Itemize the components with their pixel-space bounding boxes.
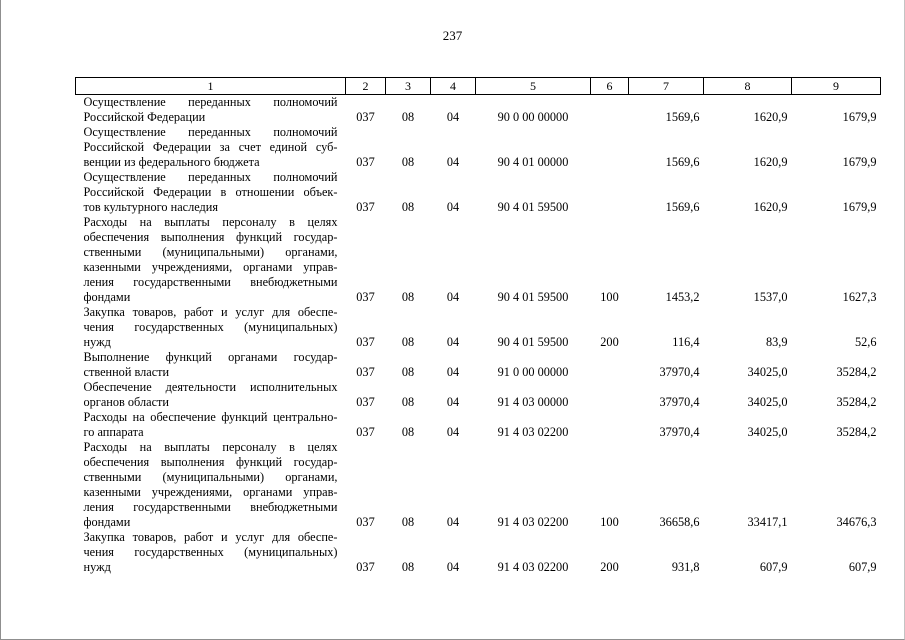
header-col-6: 6 bbox=[591, 78, 629, 95]
section-code-cell: 08 bbox=[401, 365, 415, 379]
amount-year1-cell: 37970,4 bbox=[659, 425, 700, 439]
row-name-cell: Осуществление переданных полномочий Российской Федерации в отношении объек- тов культурного наследия bbox=[83, 170, 338, 214]
expense-type-code-cell bbox=[591, 380, 629, 410]
subsection-code-cell: 04 bbox=[446, 560, 460, 574]
amount-year2-cell: 34025,0 bbox=[747, 365, 788, 379]
section-code-cell: 08 bbox=[401, 515, 415, 529]
section-code-cell: 08 bbox=[401, 155, 415, 169]
grbs-code-cell: 037 bbox=[356, 560, 375, 574]
amount-year2-cell: 1620,9 bbox=[753, 110, 788, 124]
page-number: 237 bbox=[442, 28, 463, 43]
amount-year3-cell: 1679,9 bbox=[842, 110, 877, 124]
subsection-code-cell: 04 bbox=[446, 155, 460, 169]
amount-year3-cell: 607,9 bbox=[848, 560, 877, 574]
expense-type-code-cell bbox=[591, 125, 629, 170]
amount-year2-cell: 1537,0 bbox=[753, 290, 788, 304]
amount-year3-cell: 35284,2 bbox=[836, 395, 877, 409]
row-name-cell: Осуществление переданных полномочий Российской Федерации за счет единой суб- венции из федерального бюджета bbox=[83, 125, 338, 169]
row-name-cell: Расходы на обеспечение функций центрально- го аппарата bbox=[83, 410, 338, 439]
grbs-code-cell: 037 bbox=[356, 335, 375, 349]
amount-year2-cell: 1620,9 bbox=[753, 200, 788, 214]
target-item-code-cell: 91 0 00 00000 bbox=[497, 365, 569, 379]
grbs-code-cell: 037 bbox=[356, 425, 375, 439]
expense-type-code-cell bbox=[591, 350, 629, 380]
amount-year3-cell: 1679,9 bbox=[842, 200, 877, 214]
amount-year2-cell: 34025,0 bbox=[747, 425, 788, 439]
expense-type-code-cell: 200 bbox=[600, 335, 619, 349]
header-col-9: 9 bbox=[792, 78, 881, 95]
target-item-code-cell: 91 4 03 02200 bbox=[497, 515, 569, 529]
amount-year3-cell: 35284,2 bbox=[836, 425, 877, 439]
table-row bbox=[76, 530, 881, 575]
subsection-code-cell: 04 bbox=[446, 365, 460, 379]
subsection-code-cell: 04 bbox=[446, 395, 460, 409]
row-name-cell: Закупка товаров, работ и услуг для обеспе- чения государственных (муниципальных) нужд bbox=[83, 530, 338, 574]
section-code-cell: 08 bbox=[401, 110, 415, 124]
subsection-code-cell: 04 bbox=[446, 515, 460, 529]
target-item-code-cell: 91 4 03 00000 bbox=[497, 395, 569, 409]
amount-year1-cell: 1569,6 bbox=[665, 155, 700, 169]
subsection-code-cell: 04 bbox=[446, 110, 460, 124]
amount-year1-cell: 931,8 bbox=[671, 560, 700, 574]
section-code-cell: 08 bbox=[401, 425, 415, 439]
subsection-code-cell: 04 bbox=[446, 425, 460, 439]
table-row bbox=[76, 380, 881, 410]
table-row bbox=[76, 95, 881, 126]
table-row bbox=[76, 305, 881, 350]
header-col-4: 4 bbox=[431, 78, 476, 95]
grbs-code-cell: 037 bbox=[356, 155, 375, 169]
expense-type-code-cell bbox=[591, 170, 629, 215]
subsection-code-cell: 04 bbox=[446, 200, 460, 214]
table-row bbox=[76, 350, 881, 380]
row-name-cell: Закупка товаров, работ и услуг для обеспе- чения государственных (муниципальных) нужд bbox=[83, 305, 338, 349]
row-name-cell: Обеспечение деятельности исполнительных органов области bbox=[83, 380, 338, 409]
expense-type-code-cell: 100 bbox=[600, 515, 619, 529]
subsection-code-cell: 04 bbox=[446, 290, 460, 304]
section-code-cell: 08 bbox=[401, 290, 415, 304]
amount-year3-cell: 34676,3 bbox=[836, 515, 877, 529]
header-col-2: 2 bbox=[346, 78, 386, 95]
target-item-code-cell: 90 4 01 59500 bbox=[497, 200, 569, 214]
subsection-code-cell: 04 bbox=[446, 335, 460, 349]
amount-year3-cell: 35284,2 bbox=[836, 365, 877, 379]
amount-year3-cell: 1627,3 bbox=[842, 290, 877, 304]
table-header-row bbox=[76, 78, 881, 95]
expense-type-code-cell bbox=[591, 410, 629, 440]
grbs-code-cell: 037 bbox=[356, 365, 375, 379]
expense-type-code-cell bbox=[591, 95, 629, 126]
amount-year3-cell: 52,6 bbox=[854, 335, 877, 349]
grbs-code-cell: 037 bbox=[356, 515, 375, 529]
grbs-code-cell: 037 bbox=[356, 290, 375, 304]
target-item-code-cell: 91 4 03 02200 bbox=[497, 560, 569, 574]
target-item-code-cell: 90 0 00 00000 bbox=[497, 110, 569, 124]
amount-year1-cell: 1569,6 bbox=[665, 110, 700, 124]
header-col-8: 8 bbox=[704, 78, 792, 95]
expense-type-code-cell: 100 bbox=[600, 290, 619, 304]
table-row bbox=[76, 125, 881, 170]
table-row bbox=[76, 410, 881, 440]
row-name-cell: Осуществление переданных полномочий Российской Федерации bbox=[83, 95, 338, 124]
row-name-cell: Выполнение функций органами государ- ственной власти bbox=[83, 350, 338, 379]
target-item-code-cell: 90 4 01 59500 bbox=[497, 290, 569, 304]
row-name-cell: Расходы на выплаты персоналу в целях обеспечения выполнения функций государ- ственными (муниципальными) органами, казенными учреждениями, органами управ- ления государственными внебюджетными фондами bbox=[83, 440, 338, 529]
target-item-code-cell: 91 4 03 02200 bbox=[497, 425, 569, 439]
amount-year1-cell: 1569,6 bbox=[665, 200, 700, 214]
target-item-code-cell: 90 4 01 00000 bbox=[497, 155, 569, 169]
amount-year2-cell: 1620,9 bbox=[753, 155, 788, 169]
target-item-code-cell: 90 4 01 59500 bbox=[497, 335, 569, 349]
section-code-cell: 08 bbox=[401, 560, 415, 574]
section-code-cell: 08 bbox=[401, 395, 415, 409]
amount-year1-cell: 37970,4 bbox=[659, 395, 700, 409]
expense-type-code-cell: 200 bbox=[600, 560, 619, 574]
amount-year1-cell: 1453,2 bbox=[665, 290, 700, 304]
table-row bbox=[76, 215, 881, 305]
grbs-code-cell: 037 bbox=[356, 395, 375, 409]
table-row bbox=[76, 170, 881, 215]
section-code-cell: 08 bbox=[401, 200, 415, 214]
header-col-3: 3 bbox=[386, 78, 431, 95]
amount-year2-cell: 607,9 bbox=[759, 560, 788, 574]
grbs-code-cell: 037 bbox=[356, 200, 375, 214]
header-col-1: 1 bbox=[76, 78, 346, 95]
amount-year2-cell: 83,9 bbox=[765, 335, 788, 349]
amount-year3-cell: 1679,9 bbox=[842, 155, 877, 169]
amount-year2-cell: 33417,1 bbox=[747, 515, 788, 529]
row-name-cell: Расходы на выплаты персоналу в целях обеспечения выполнения функций государ- ственными (муниципальными) органами, казенными учреждениями, органами управ- ления государственными внебюджетными фондами bbox=[83, 215, 338, 304]
header-col-7: 7 bbox=[629, 78, 704, 95]
budget-table bbox=[75, 77, 881, 575]
header-col-5: 5 bbox=[476, 78, 591, 95]
table-row bbox=[76, 440, 881, 530]
grbs-code-cell: 037 bbox=[356, 110, 375, 124]
section-code-cell: 08 bbox=[401, 335, 415, 349]
amount-year2-cell: 34025,0 bbox=[747, 395, 788, 409]
amount-year1-cell: 36658,6 bbox=[659, 515, 700, 529]
amount-year1-cell: 37970,4 bbox=[659, 365, 700, 379]
amount-year1-cell: 116,4 bbox=[672, 335, 700, 349]
